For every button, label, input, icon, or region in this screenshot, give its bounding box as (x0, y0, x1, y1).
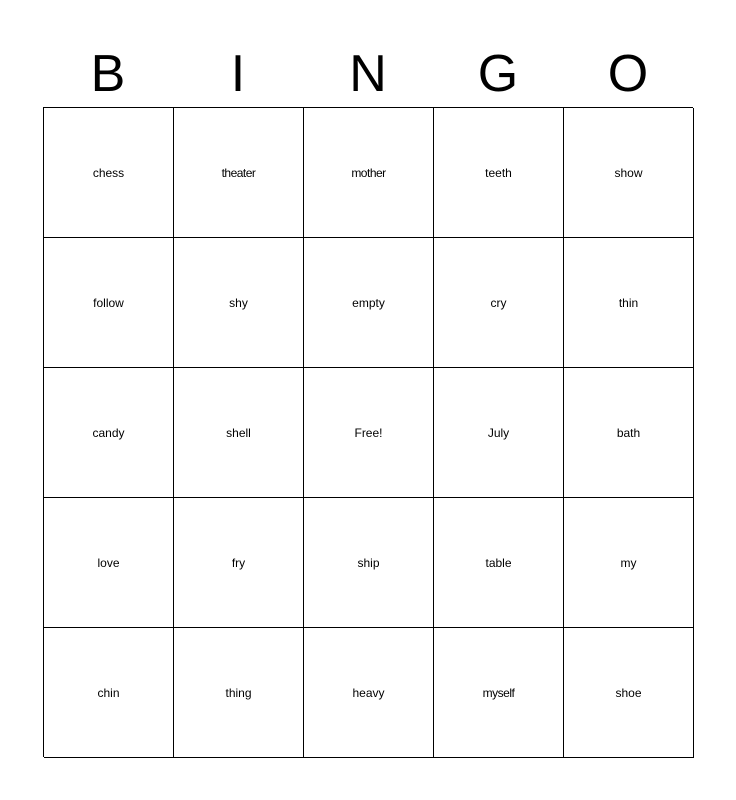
bingo-cell[interactable]: theater (174, 108, 304, 238)
bingo-board (43, 107, 693, 757)
bingo-cell[interactable]: ship (304, 498, 434, 628)
bingo-cell[interactable]: empty (304, 238, 434, 368)
bingo-cell[interactable]: shell (174, 368, 304, 498)
header-letter-i: I (230, 45, 246, 103)
header-letter-g: G (477, 45, 519, 103)
bingo-cell[interactable]: thing (174, 628, 304, 758)
bingo-cell[interactable]: teeth (434, 108, 564, 238)
bingo-cell[interactable]: fry (174, 498, 304, 628)
bingo-cell[interactable]: July (434, 368, 564, 498)
free-space-cell[interactable]: Free! (304, 368, 434, 498)
bingo-cell[interactable]: cry (434, 238, 564, 368)
bingo-cell[interactable]: love (44, 498, 174, 628)
header-letter-n: N (349, 45, 387, 103)
bingo-cell[interactable]: my (564, 498, 694, 628)
bingo-cell[interactable]: table (434, 498, 564, 628)
bingo-header (43, 40, 693, 108)
bingo-cell[interactable]: thin (564, 238, 694, 368)
bingo-cell[interactable]: shy (174, 238, 304, 368)
header-letter-o: O (607, 45, 649, 103)
bingo-cell[interactable]: myself (434, 628, 564, 758)
bingo-cell[interactable]: shoe (564, 628, 694, 758)
bingo-cell[interactable]: follow (44, 238, 174, 368)
bingo-cell[interactable]: heavy (304, 628, 434, 758)
bingo-cell[interactable]: show (564, 108, 694, 238)
header-letter-b: B (90, 45, 126, 103)
bingo-cell[interactable]: chin (44, 628, 174, 758)
bingo-cell[interactable]: bath (564, 368, 694, 498)
bingo-cell[interactable]: chess (44, 108, 174, 238)
bingo-cell[interactable]: mother (304, 108, 434, 238)
bingo-cell[interactable]: candy (44, 368, 174, 498)
